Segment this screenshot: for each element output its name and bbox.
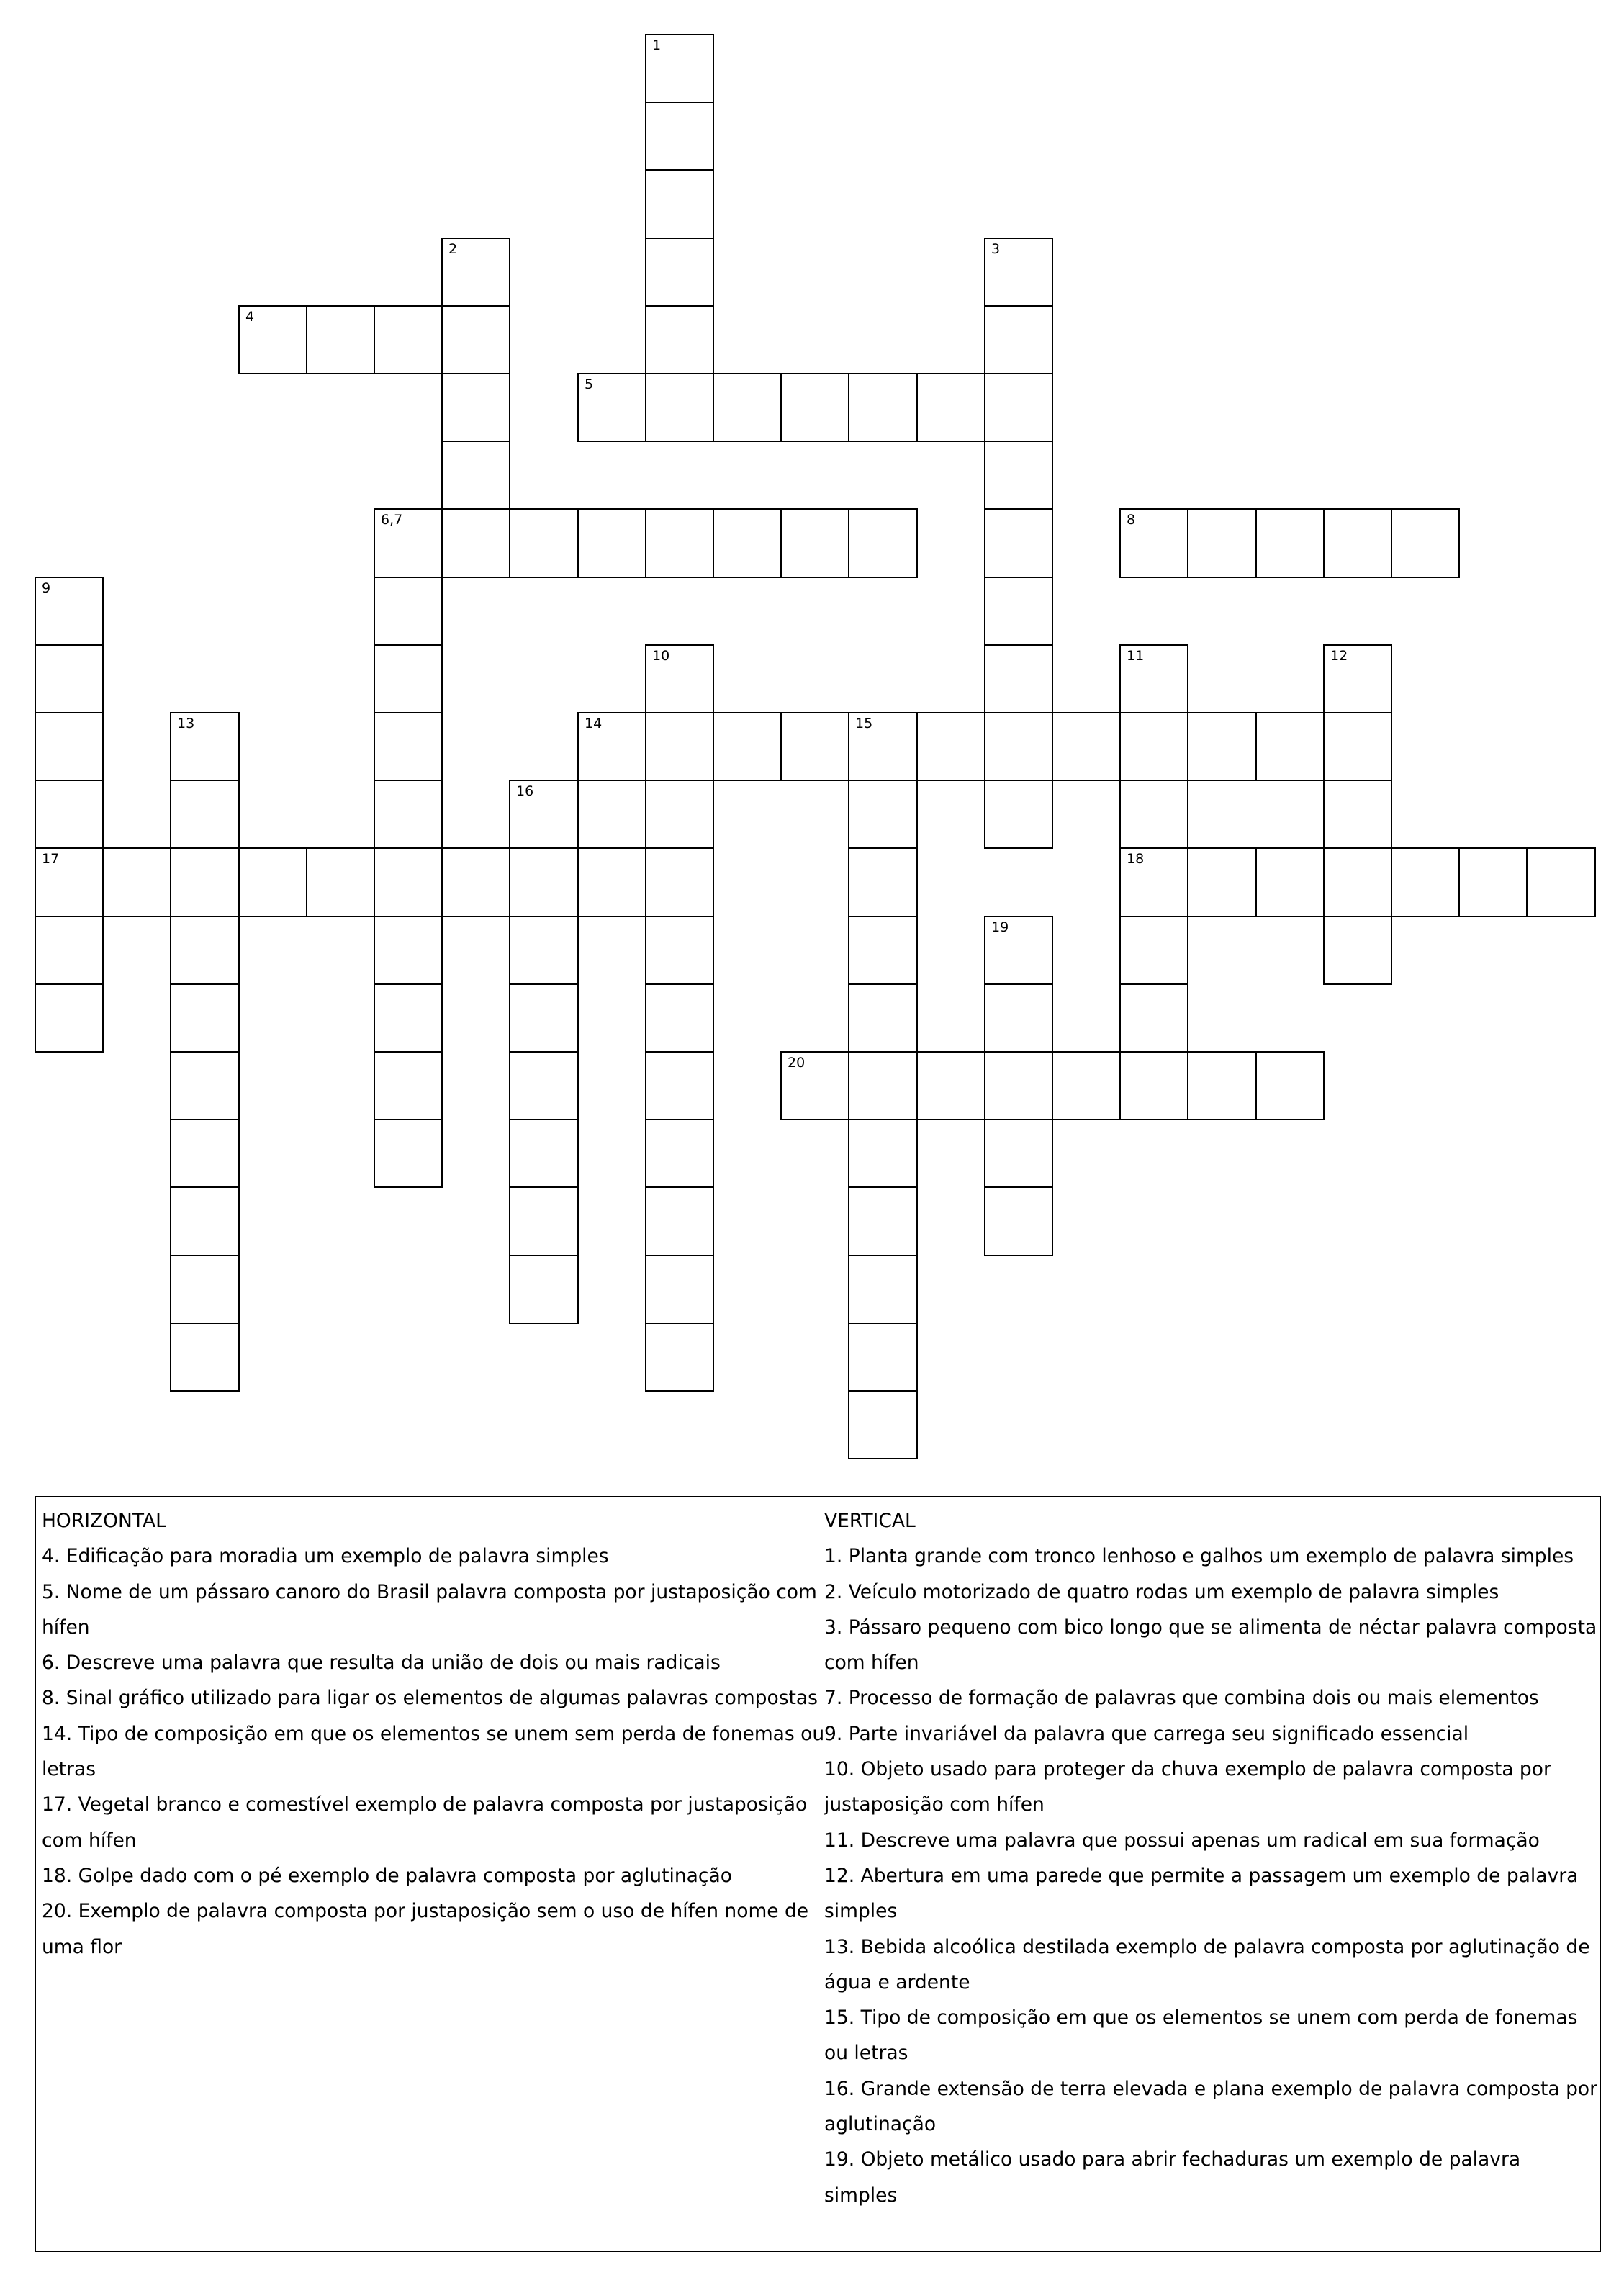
- grid-cell[interactable]: [645, 169, 714, 239]
- grid-cell[interactable]: [984, 305, 1053, 374]
- grid-cell[interactable]: [509, 1119, 579, 1188]
- grid-cell[interactable]: [645, 102, 714, 171]
- grid-cell[interactable]: [35, 916, 104, 985]
- grid-cell[interactable]: [984, 508, 1053, 578]
- clue-number: 17: [42, 851, 60, 867]
- grid-cell[interactable]: [780, 508, 849, 578]
- clue-number: 6,7: [381, 512, 403, 528]
- clue-number: 14: [585, 716, 603, 731]
- grid-cell[interactable]: [441, 847, 510, 917]
- grid-cell[interactable]: [1526, 847, 1596, 917]
- clue-horizontal-18: 18. Golpe dado com o pé exemplo de palavra composta por aglutinação: [42, 1864, 732, 1887]
- clue-vertical-3: 3. Pássaro pequeno com bico longo que se alimenta de néctar palavra composta com hífen: [824, 1616, 1597, 1675]
- clue-horizontal-5: 5. Nome de um pássaro canoro do Brasil palavra composta por justaposição com hífen: [42, 1580, 817, 1639]
- grid-cell[interactable]: [984, 1051, 1053, 1120]
- grid-cell[interactable]: [170, 1051, 240, 1120]
- grid-cell[interactable]: [509, 983, 579, 1053]
- grid-cell[interactable]: [509, 847, 579, 917]
- clue-number: 12: [1330, 648, 1348, 664]
- grid-cell[interactable]: [374, 916, 443, 985]
- grid-cell[interactable]: [170, 983, 240, 1053]
- clue-vertical-10: 10. Objeto usado para proteger da chuva exemplo de palavra composta por justaposição com hífen: [824, 1758, 1551, 1816]
- grid-cell[interactable]: [1323, 712, 1392, 781]
- grid-cell[interactable]: [848, 1119, 918, 1188]
- clue-horizontal-8: 8. Sinal gráfico utilizado para ligar os elementos de algumas palavras compostas: [42, 1687, 818, 1710]
- grid-cell[interactable]: [916, 373, 985, 442]
- grid-cell[interactable]: [780, 712, 849, 781]
- grid-cell[interactable]: [374, 305, 443, 374]
- grid-cell[interactable]: [577, 508, 646, 578]
- grid-cell[interactable]: [509, 1255, 579, 1324]
- grid-cell[interactable]: [984, 441, 1053, 510]
- grid-cell[interactable]: [848, 1051, 918, 1120]
- grid-cell[interactable]: [170, 1255, 240, 1324]
- clue-number: 5: [585, 377, 594, 392]
- clue-vertical-13: 13. Bebida alcoólica destilada exemplo de palavra composta por aglutinação de água e ardente: [824, 1935, 1590, 1994]
- clue-number: 3: [991, 241, 1001, 257]
- grid-cell[interactable]: [645, 238, 714, 307]
- grid-cell[interactable]: [916, 712, 985, 781]
- grid-cell[interactable]: [713, 373, 782, 442]
- grid-cell[interactable]: [848, 916, 918, 985]
- grid-cell[interactable]: [1255, 508, 1325, 578]
- grid-cell[interactable]: [1119, 508, 1188, 578]
- grid-cell[interactable]: [645, 983, 714, 1053]
- grid-cell[interactable]: [1391, 847, 1460, 917]
- grid-cell[interactable]: [848, 712, 918, 781]
- clue-vertical-9: 9. Parte invariável da palavra que carrega seu significado essencial: [824, 1722, 1469, 1745]
- grid-cell[interactable]: [170, 847, 240, 917]
- grid-cell[interactable]: [170, 1323, 240, 1392]
- grid-cell[interactable]: [35, 983, 104, 1053]
- grid-cell[interactable]: [645, 305, 714, 374]
- vertical-title: VERTICAL: [824, 1510, 916, 1532]
- grid-cell[interactable]: [848, 1255, 918, 1324]
- clue-number: 13: [177, 716, 195, 731]
- grid-cell[interactable]: [1119, 1051, 1188, 1120]
- clue-vertical-15: 15. Tipo de composição em que os elementos se unem com perda de fonemas ou letras: [824, 2006, 1578, 2065]
- grid-cell[interactable]: [848, 373, 918, 442]
- grid-cell[interactable]: [1458, 847, 1528, 917]
- grid-cell[interactable]: [374, 780, 443, 849]
- grid-cell[interactable]: [374, 644, 443, 713]
- grid-cell[interactable]: [984, 983, 1053, 1053]
- grid-cell[interactable]: [713, 712, 782, 781]
- grid-cell[interactable]: [35, 847, 104, 917]
- grid-cell[interactable]: [645, 1051, 714, 1120]
- grid-cell[interactable]: [170, 1186, 240, 1256]
- grid-cell[interactable]: [984, 780, 1053, 849]
- grid-cell[interactable]: [848, 983, 918, 1053]
- clue-horizontal-4: 4. Edificação para moradia um exemplo de palavra simples: [42, 1545, 609, 1568]
- grid-cell[interactable]: [35, 577, 104, 646]
- grid-cell[interactable]: [1187, 712, 1257, 781]
- grid-cell[interactable]: [306, 847, 375, 917]
- grid-cell[interactable]: [984, 1186, 1053, 1256]
- grid-cell[interactable]: [1255, 847, 1325, 917]
- grid-cell[interactable]: [102, 847, 171, 917]
- grid-cell[interactable]: [645, 1255, 714, 1324]
- grid-cell[interactable]: [374, 983, 443, 1053]
- grid-cell[interactable]: [848, 1323, 918, 1392]
- clue-number: 4: [245, 309, 255, 325]
- grid-cell[interactable]: [848, 508, 918, 578]
- grid-cell[interactable]: [1187, 1051, 1257, 1120]
- clue-number: 8: [1127, 512, 1136, 528]
- grid-cell[interactable]: [170, 1119, 240, 1188]
- grid-cell[interactable]: [1052, 712, 1121, 781]
- grid-cell[interactable]: [577, 847, 646, 917]
- clue-vertical-2: 2. Veículo motorizado de quatro rodas um exemplo de palavra simples: [824, 1580, 1499, 1603]
- clue-vertical-1: 1. Planta grande com tronco lenhoso e galhos um exemplo de palavra simples: [824, 1545, 1574, 1568]
- grid-cell[interactable]: [35, 644, 104, 713]
- grid-cell[interactable]: [441, 305, 510, 374]
- grid-cell[interactable]: [848, 1186, 918, 1256]
- clue-horizontal-20: 20. Exemplo de palavra composta por justaposição sem o uso de hífen nome de uma flor: [42, 1900, 809, 1958]
- grid-cell[interactable]: [1323, 508, 1392, 578]
- clue-vertical-7: 7. Processo de formação de palavras que combina dois ou mais elementos: [824, 1687, 1539, 1710]
- grid-cell[interactable]: [1323, 780, 1392, 849]
- grid-cell[interactable]: [1323, 916, 1392, 985]
- grid-cell[interactable]: [441, 238, 510, 307]
- clue-number: 11: [1127, 648, 1145, 664]
- clue-number: 20: [788, 1055, 806, 1071]
- grid-cell[interactable]: [374, 847, 443, 917]
- clue-number: 16: [516, 783, 534, 799]
- clue-horizontal-14: 14. Tipo de composição em que os elementos se unem sem perda de fonemas ou letras: [42, 1722, 825, 1781]
- grid-cell[interactable]: [984, 238, 1053, 307]
- grid-cell[interactable]: [848, 1390, 918, 1459]
- clue-number: 10: [652, 648, 670, 664]
- grid-cell[interactable]: [645, 34, 714, 103]
- clue-number: 15: [855, 716, 873, 731]
- grid-cell[interactable]: [1187, 847, 1257, 917]
- grid-cell[interactable]: [645, 373, 714, 442]
- clue-number: 9: [42, 580, 51, 596]
- clue-vertical-11: 11. Descreve uma palavra que possui apenas um radical em sua formação: [824, 1829, 1540, 1852]
- horizontal-clues: [42, 1503, 826, 1965]
- grid-cell[interactable]: [238, 847, 307, 917]
- grid-cell[interactable]: [374, 577, 443, 646]
- grid-cell[interactable]: [645, 644, 714, 713]
- grid-cell[interactable]: [441, 508, 510, 578]
- grid-cell[interactable]: [645, 847, 714, 917]
- grid-cell[interactable]: [645, 712, 714, 781]
- grid-cell[interactable]: [645, 1323, 714, 1392]
- grid-cell[interactable]: [170, 780, 240, 849]
- grid-cell[interactable]: [170, 712, 240, 781]
- grid-cell[interactable]: [645, 916, 714, 985]
- clue-number: 2: [448, 241, 458, 257]
- grid-cell[interactable]: [374, 1051, 443, 1120]
- vertical-clues: [824, 1503, 1598, 2213]
- grid-cell[interactable]: [645, 780, 714, 849]
- grid-cell[interactable]: [1255, 712, 1325, 781]
- grid-cell[interactable]: [645, 508, 714, 578]
- grid-cell[interactable]: [238, 305, 307, 374]
- clue-horizontal-17: 17. Vegetal branco e comestível exemplo de palavra composta por justaposição com hífen: [42, 1793, 808, 1852]
- grid-cell[interactable]: [713, 508, 782, 578]
- grid-cell[interactable]: [577, 373, 646, 442]
- grid-cell[interactable]: [1323, 847, 1392, 917]
- grid-cell[interactable]: [780, 1051, 849, 1120]
- grid-cell[interactable]: [1119, 712, 1188, 781]
- grid-cell[interactable]: [984, 644, 1053, 713]
- grid-cell[interactable]: [35, 712, 104, 781]
- clue-vertical-16: 16. Grande extensão de terra elevada e plana exemplo de palavra composta por aglutinação: [824, 2077, 1598, 2136]
- grid-cell[interactable]: [509, 508, 579, 578]
- grid-cell[interactable]: [306, 305, 375, 374]
- grid-cell[interactable]: [509, 780, 579, 849]
- grid-cell[interactable]: [509, 1051, 579, 1120]
- grid-cell[interactable]: [1391, 508, 1460, 578]
- clue-vertical-12: 12. Abertura em uma parede que permite a passagem um exemplo de palavra simples: [824, 1864, 1579, 1923]
- grid-cell[interactable]: [374, 712, 443, 781]
- clue-vertical-19: 19. Objeto metálico usado para abrir fechaduras um exemplo de palavra simples: [824, 2148, 1521, 2207]
- grid-cell[interactable]: [984, 373, 1053, 442]
- grid-cell[interactable]: [984, 712, 1053, 781]
- grid-cell[interactable]: [1255, 1051, 1325, 1120]
- grid-cell[interactable]: [1052, 1051, 1121, 1120]
- grid-cell[interactable]: [780, 373, 849, 442]
- grid-cell[interactable]: [35, 780, 104, 849]
- grid-cell[interactable]: [374, 508, 443, 578]
- clue-number: 18: [1127, 851, 1145, 867]
- clue-number: 19: [991, 919, 1009, 935]
- grid-cell[interactable]: [441, 441, 510, 510]
- grid-cell[interactable]: [441, 373, 510, 442]
- grid-cell[interactable]: [1119, 780, 1188, 849]
- clue-horizontal-6: 6. Descreve uma palavra que resulta da união de dois ou mais radicais: [42, 1652, 721, 1675]
- grid-cell[interactable]: [984, 916, 1053, 985]
- grid-cell[interactable]: [1119, 916, 1188, 985]
- grid-cell[interactable]: [1119, 644, 1188, 713]
- grid-cell[interactable]: [509, 1186, 579, 1256]
- grid-cell[interactable]: [1119, 847, 1188, 917]
- grid-cell[interactable]: [848, 847, 918, 917]
- grid-cell[interactable]: [577, 712, 646, 781]
- horizontal-title: HORIZONTAL: [42, 1510, 166, 1532]
- grid-cell[interactable]: [374, 1119, 443, 1188]
- clues-box: [35, 1496, 1601, 2252]
- grid-cell[interactable]: [984, 1119, 1053, 1188]
- grid-cell[interactable]: [848, 780, 918, 849]
- grid-cell[interactable]: [170, 916, 240, 985]
- grid-cell[interactable]: [1323, 644, 1392, 713]
- grid-cell[interactable]: [1119, 983, 1188, 1053]
- grid-cell[interactable]: [916, 1051, 985, 1120]
- grid-cell[interactable]: [509, 916, 579, 985]
- grid-cell[interactable]: [984, 577, 1053, 646]
- grid-cell[interactable]: [645, 1119, 714, 1188]
- grid-cell[interactable]: [645, 1186, 714, 1256]
- grid-cell[interactable]: [1187, 508, 1257, 578]
- clue-number: 1: [652, 37, 662, 53]
